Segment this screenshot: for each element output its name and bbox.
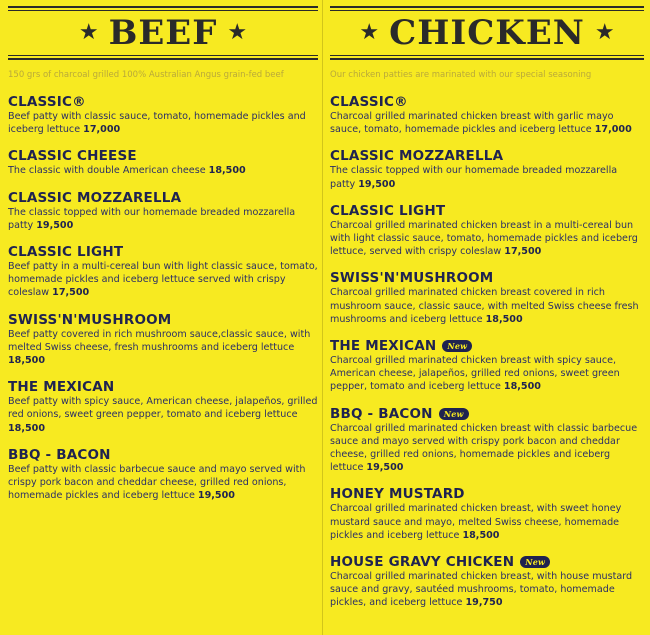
beef-subtitle: 150 grs of charcoal grilled 100% Australian Angus grain-fed beef xyxy=(8,70,284,80)
item-name: CLASSIC LIGHT xyxy=(330,202,446,219)
item-description: Beef patty with classic barbecue sauce and mayo served with crispy pork bacon and cheddar cheese, grilled red onions, homemade pickles and iceberg lettuce 19,500 xyxy=(8,463,306,502)
item-price: 17,500 xyxy=(504,246,542,258)
chicken-title: CHICKEN xyxy=(389,13,585,53)
column-divider xyxy=(322,0,323,635)
item-price: 19,500 xyxy=(36,219,74,231)
item-name: CLASSIC MOZZARELLA xyxy=(8,189,182,206)
item-price: 18,500 xyxy=(208,165,246,177)
item-description: Charcoal grilled marinated chicken breast with spicy sauce, American cheese, jalapeños, grilled red onions, sweet green pepper, tomato and iceberg lettuce 18,500 xyxy=(330,355,620,393)
item-name: CLASSIC CHEESE xyxy=(8,148,137,165)
item-name: THE MEXICAN xyxy=(8,379,115,396)
menu-item xyxy=(8,244,318,300)
item-price: 18,500 xyxy=(462,529,500,541)
item-name: SWISS'N'MUSHROOM xyxy=(330,270,494,287)
item-name: BBQ - BACON xyxy=(8,446,111,463)
item-description: The classic topped with our homemade breaded mozzarella patty 19,500 xyxy=(8,206,296,231)
item-price: 19,500 xyxy=(197,490,235,502)
chicken-column xyxy=(330,0,644,622)
item-name: CLASSIC® xyxy=(8,94,86,110)
chicken-subtitle: Our chicken patties are marinated with our special seasoning xyxy=(330,70,592,80)
menu-item xyxy=(8,447,318,503)
item-description: Charcoal grilled marinated chicken breast covered in rich mushroom sauce, classic sauce, with melted Swiss cheese fresh mushrooms and iceberg lettuce 18,500 xyxy=(330,287,639,325)
item-price: 19,750 xyxy=(465,597,503,609)
item-price: 18,500 xyxy=(8,422,46,434)
item-price: 19,500 xyxy=(366,462,404,474)
star-icon: ★ xyxy=(78,20,99,45)
item-price: 17,000 xyxy=(83,124,121,136)
star-icon: ★ xyxy=(594,20,615,45)
menu-item xyxy=(330,270,644,326)
item-description: The classic topped with our homemade breaded mozzarella patty 19,500 xyxy=(330,165,618,190)
item-description: The classic with double American cheese 18,500 xyxy=(8,165,246,177)
item-description: Charcoal grilled marinated chicken breast, with house mustard sauce and gravy, sautéed mushrooms, tomato, homemade pickles, and iceberg lettuce 19,750 xyxy=(330,571,633,609)
item-name: HONEY MUSTARD xyxy=(330,486,465,503)
item-name: SWISS'N'MUSHROOM xyxy=(8,311,172,328)
item-name: BBQ - BACON New xyxy=(330,406,644,422)
item-name: CLASSIC® xyxy=(330,94,408,110)
beef-column xyxy=(8,0,318,514)
new-badge: New xyxy=(520,556,550,568)
menu-item xyxy=(330,554,644,610)
menu-item xyxy=(330,338,644,394)
menu-item xyxy=(8,148,318,177)
item-price: 17,000 xyxy=(594,124,632,136)
menu-item xyxy=(8,379,318,435)
new-badge: New xyxy=(442,340,472,352)
item-name: HOUSE GRAVY CHICKEN New xyxy=(330,554,644,570)
menu-item xyxy=(8,312,318,368)
item-description: Charcoal grilled marinated chicken breast, with sweet honey mustard sauce and mayo, melted Swiss cheese, homemade pickles and iceberg lettuce 18,500 xyxy=(330,503,622,541)
beef-header xyxy=(8,6,318,60)
star-icon: ★ xyxy=(359,20,380,45)
item-description: Charcoal grilled marinated chicken breast with garlic mayo sauce, tomato, homemade pickles and iceberg lettuce 17,000 xyxy=(330,111,632,136)
item-description: Beef patty in a multi-cereal bun with light classic sauce, tomato, homemade pickles and iceberg lettuce served with crispy coleslaw 17,500 xyxy=(8,261,318,299)
item-price: 18,500 xyxy=(503,381,541,393)
item-name: CLASSIC LIGHT xyxy=(8,244,124,261)
item-description: Charcoal grilled marinated chicken breast with classic barbecue sauce and mayo served with crispy pork bacon and cheddar cheese, grilled red onions, homemade pickles and iceberg lettuce 19,500 xyxy=(330,422,638,474)
item-price: 17,500 xyxy=(52,287,90,299)
item-description: Charcoal grilled marinated chicken breast in a multi-cereal bun with light classic sauce, tomato, homemade pickles and iceberg lettuce, served with crispy coleslaw 17,500 xyxy=(330,219,638,258)
item-price: 19,500 xyxy=(358,178,396,190)
item-description: Beef patty with classic sauce, tomato, homemade pickles and iceberg lettuce 17,000 xyxy=(8,111,306,136)
item-price: 18,500 xyxy=(8,355,46,367)
menu-item xyxy=(8,190,318,232)
star-icon: ★ xyxy=(227,20,248,45)
chicken-header xyxy=(330,6,644,60)
menu-item xyxy=(330,406,644,475)
menu-item xyxy=(330,94,644,136)
item-name: THE MEXICAN New xyxy=(330,338,644,354)
menu-item xyxy=(330,148,644,190)
item-name: CLASSIC MOZZARELLA xyxy=(330,148,504,165)
menu-item xyxy=(8,94,318,136)
item-price: 18,500 xyxy=(485,313,523,325)
menu-item xyxy=(330,203,644,259)
item-description: Beef patty with spicy sauce, American cheese, jalapeños, grilled red onions, sweet green pepper, tomato and iceberg lettuce 18,500 xyxy=(8,396,318,434)
beef-title: BEEF xyxy=(108,13,218,53)
item-description: Beef patty covered in rich mushroom sauce,classic sauce, with melted Swiss cheese, fresh mushrooms and iceberg lettuce 18,500 xyxy=(8,328,311,367)
menu-item xyxy=(330,486,644,542)
new-badge: New xyxy=(439,408,469,420)
